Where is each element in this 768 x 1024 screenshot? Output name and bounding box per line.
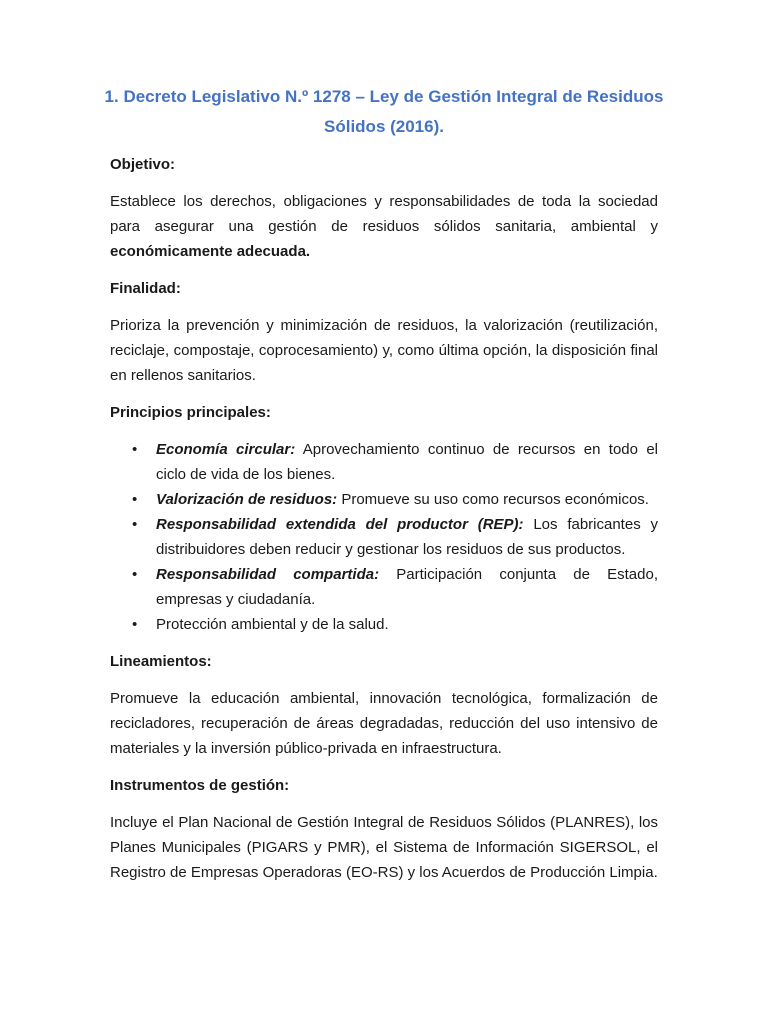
list-item [110, 612, 658, 637]
bullet-icon: • [132, 516, 138, 533]
finalidad-paragraph: Prioriza la prevención y minimización de residuos, la valorización (reutilización, reciclaje, compostaje, coprocesamiento) y, como última opción, la disposición final en rellenos sanitarios. [110, 317, 658, 384]
objetivo-heading: Objetivo: [110, 156, 176, 173]
instrumentos-paragraph: Incluye el Plan Nacional de Gestión Integral de Residuos Sólidos (PLANRES), los Planes Municipales (PIGARS y PMR), el Sistema de Información SIGERSOL, el Registro de Empresas Operadoras (EO-RS) y los Acuerdos de Producción Limpia. [110, 814, 658, 881]
principios-heading: Principios principales: [110, 404, 271, 421]
finalidad-heading: Finalidad: [110, 280, 181, 297]
list-item [110, 487, 658, 512]
bullet-icon: • [132, 566, 138, 583]
objetivo-bold-text: económicamente adecuada. [110, 243, 311, 260]
principio-term: Responsabilidad extendida del productor (REP): [156, 516, 524, 533]
principio-term: Responsabilidad compartida: [156, 566, 380, 583]
objetivo-paragraph [110, 189, 658, 264]
principio-text: Aprovechamiento continuo de recursos en todo el ciclo de vida de los bienes. [156, 441, 659, 483]
document-page [104, 82, 664, 885]
principio-text: Protección ambiental y de la salud. [156, 616, 389, 633]
principio-text: Participación conjunta de Estado, empresas y ciudadanía. [156, 566, 658, 608]
principio-text: Promueve su uso como recursos económicos. [337, 491, 649, 508]
instrumentos-heading: Instrumentos de gestión: [110, 777, 290, 794]
principio-text: Los fabricantes y distribuidores deben reducir y gestionar los residuos de sus productos. [156, 516, 658, 558]
list-item [110, 437, 658, 487]
principio-term: Valorización de residuos: [156, 491, 338, 508]
list-item [110, 562, 658, 612]
principio-term: Economía circular: [156, 441, 296, 458]
principios-list [110, 437, 658, 637]
lineamientos-paragraph: Promueve la educación ambiental, innovación tecnológica, formalización de recicladores, recuperación de áreas degradadas, reducción del uso intensivo de materiales y la inversión público-privada en infraestructura. [110, 690, 658, 757]
bullet-icon: • [132, 441, 138, 458]
list-item [110, 512, 658, 562]
lineamientos-heading: Lineamientos: [110, 653, 212, 670]
bullet-icon: • [132, 491, 138, 508]
bullet-icon: • [132, 616, 138, 633]
objetivo-text: Establece los derechos, obligaciones y responsabilidades de toda la sociedad para asegurar una gestión de residuos sólidos sanitaria, ambiental y [110, 193, 658, 235]
document-title: 1. Decreto Legislativo N.º 1278 – Ley de Gestión Integral de Residuos Sólidos (2016). [104, 87, 664, 136]
